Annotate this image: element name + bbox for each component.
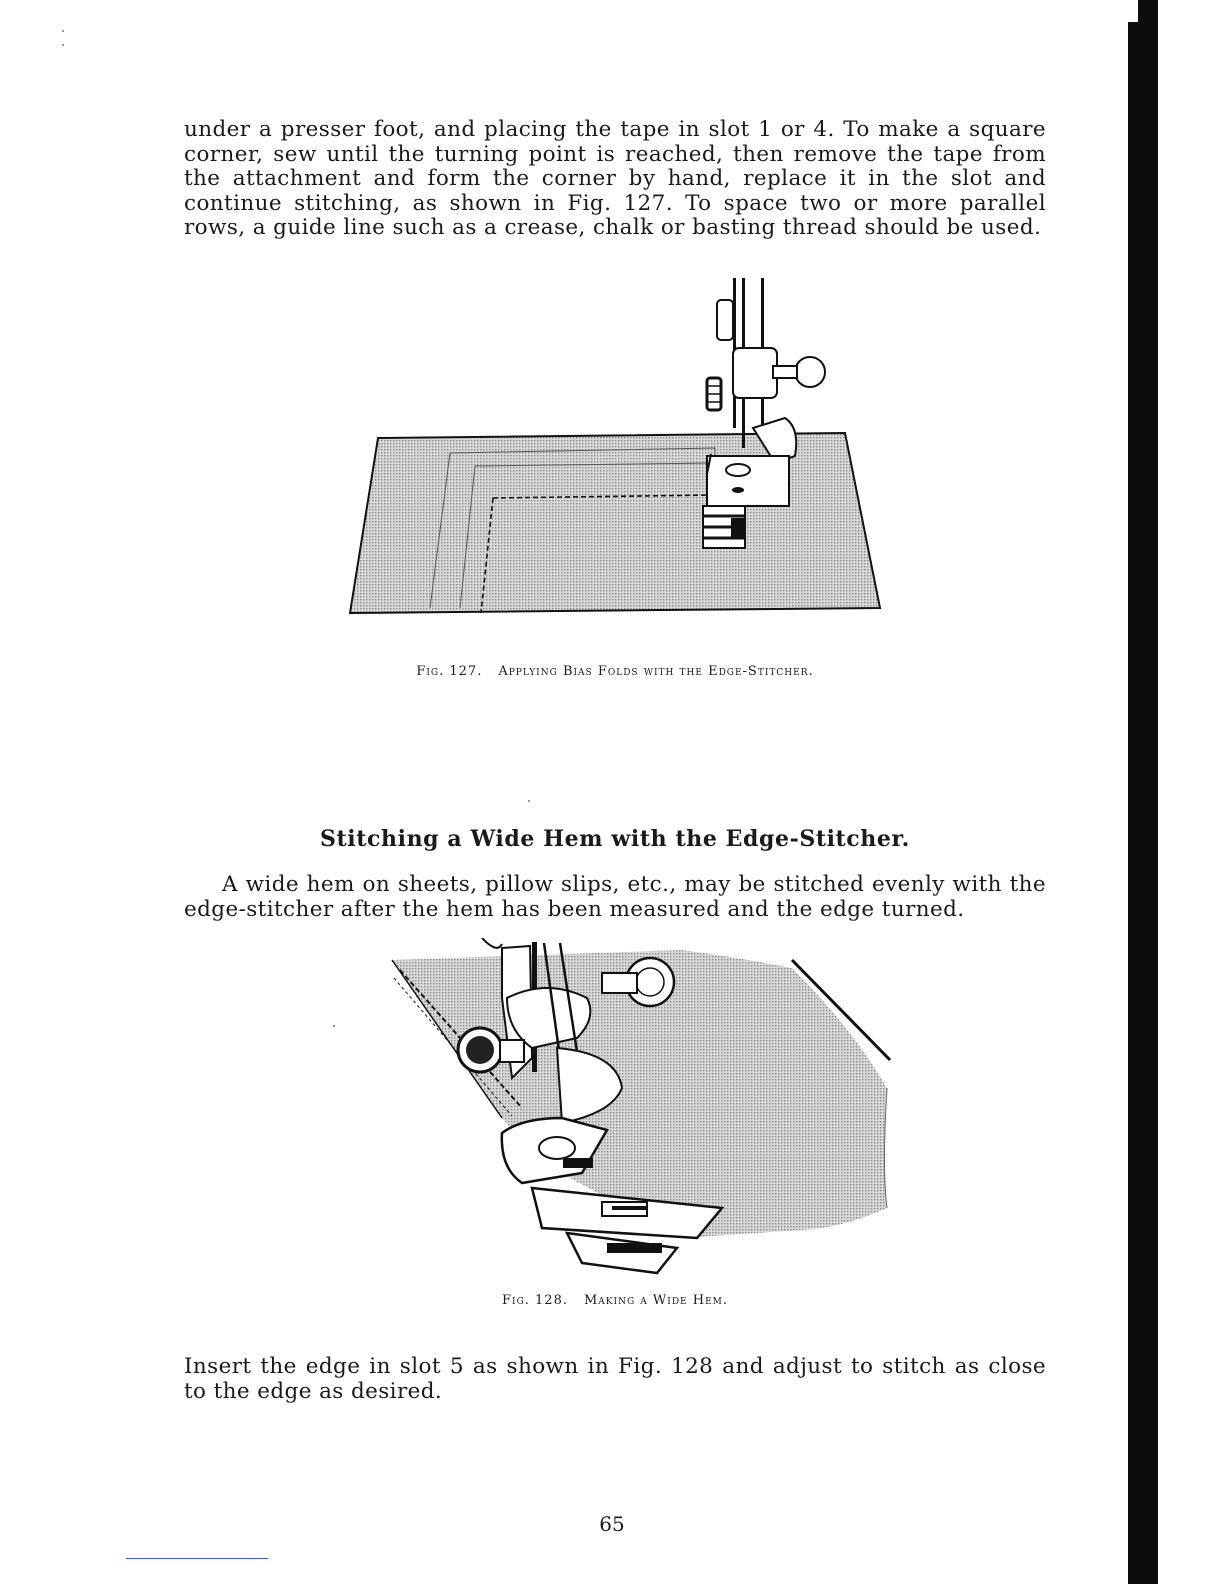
page-binding-edge: [1128, 0, 1158, 1584]
fig-127-illustration: [345, 278, 885, 628]
section-heading: Stitching a Wide Hem with the Edge-Stitcher.: [320, 826, 910, 852]
scan-speck: [528, 800, 530, 802]
paragraph-middle: A wide hem on sheets, pillow slips, etc., may be stitched evenly with the edge-stitcher after the hem has been measured and the edge turned.: [184, 872, 1046, 922]
fig-128-label: Fig. 128.: [502, 1293, 568, 1308]
fabric-sheet: [350, 433, 880, 613]
scan-speck: [62, 30, 64, 32]
fig-127-label: Fig. 127.: [416, 664, 483, 679]
fig-128-caption-text: Making a Wide Hem.: [583, 1293, 728, 1308]
paragraph-top: under a presser foot, and placing the tape in slot 1 or 4. To make a square corner, sew until the turning point is reached, then remove the tape from the attachment and form the corner by hand, replace it in the slot and continue stitching, as shown in Fig. 127. To space two or more parallel rows, a guide line such as a crease, chalk or basting thread should be used.: [184, 117, 1046, 240]
fig-127-caption-text: Applying Bias Folds with the Edge-Stitcher.: [498, 664, 814, 679]
footer-rule: [126, 1558, 268, 1559]
fig-128-caption: [184, 1293, 1046, 1308]
fig-127-caption: [184, 664, 1046, 679]
page-binding-notch: [1128, 0, 1138, 22]
paragraph-bottom: Insert the edge in slot 5 as shown in Fig. 128 and adjust to stitch as close to the edge as desired.: [184, 1354, 1046, 1404]
scan-speck: [333, 1025, 335, 1027]
scan-speck: [62, 44, 64, 46]
fig-128-illustration: [382, 938, 897, 1278]
page-number: 65: [599, 1512, 625, 1536]
